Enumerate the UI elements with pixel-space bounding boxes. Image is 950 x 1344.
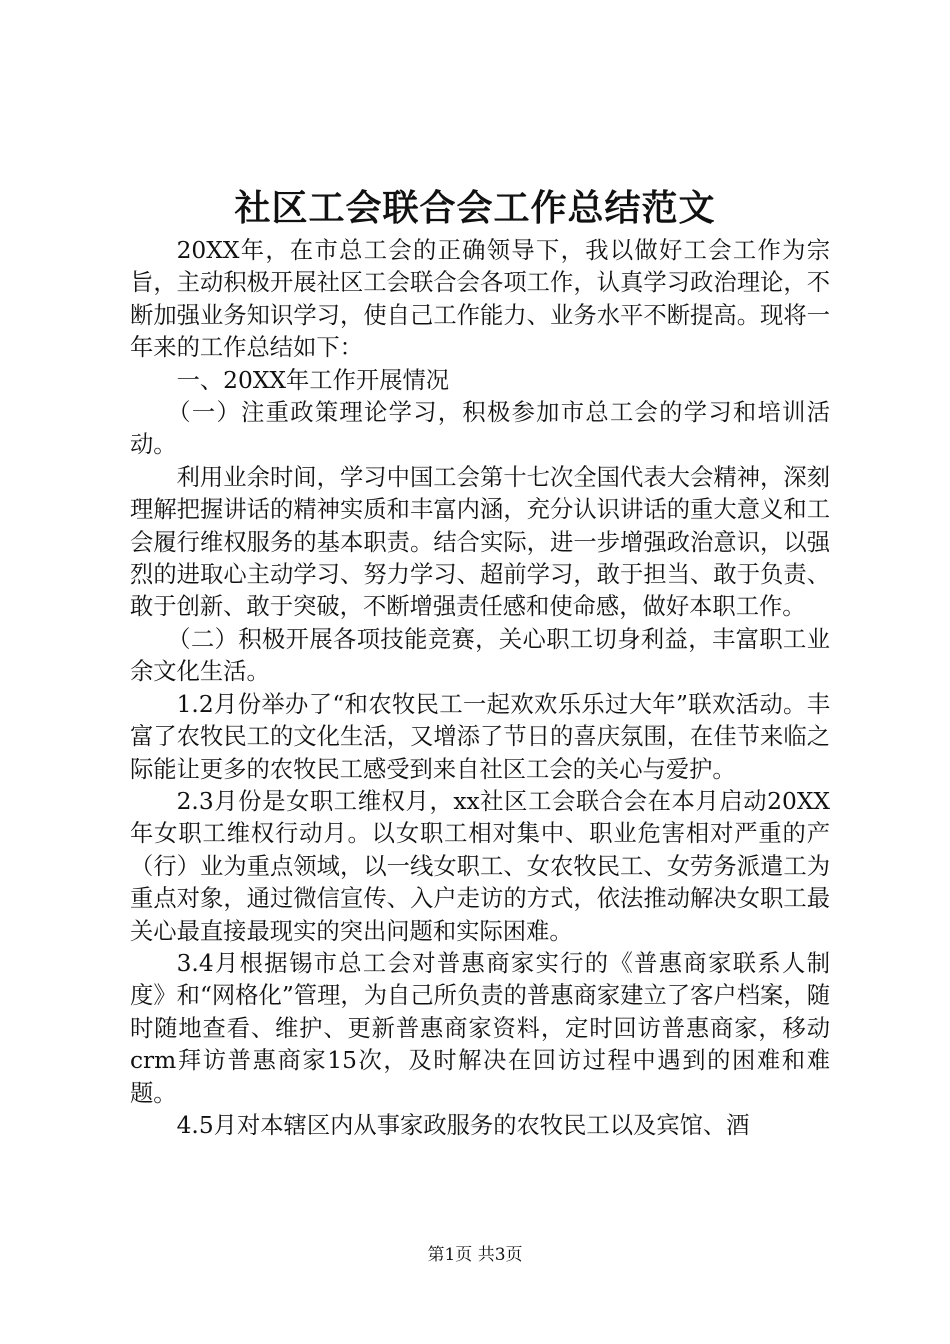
paragraph-item-4: 4.5月对本辖区内从事家政服务的农牧民工以及宾馆、酒 — [176, 1111, 750, 1139]
paragraph-item-1: 1.2月份举办了“和农牧民工一起欢欢乐乐过大年”联欢活动。丰富了农牧民工的文化生活，又增添了节日的喜庆氛围，在佳节来临之际能让更多的农牧民工感受到来自社区工会的关心与爱护。 — [130, 690, 830, 783]
page-footer: 第1页 共3页 — [427, 1245, 523, 1265]
section-heading-1: 一、20XX年工作开展情况 — [176, 366, 450, 394]
subsection-heading-2: （二）积极开展各项技能竞赛，关心职工切身利益，丰富职工业余文化生活。 — [130, 625, 830, 686]
paragraph-study: 利用业余时间，学习中国工会第十七次全国代表大会精神，深刻理解把握讲话的精神实质和丰富内涵，充分认识讲话的重大意义和工会履行维权服务的基本职责。结合实际，进一步增强政治意识，以强烈的进取心主动学习、努力学习、超前学习，敢于担当、敢于负责、敢于创新、敢于突破，不断增强责任感和使命感，做好本职工作。 — [130, 463, 830, 621]
subsection-heading-1: （一）注重政策理论学习，积极参加市总工会的学习和培训活动。 — [130, 399, 830, 459]
document-body — [130, 235, 830, 1142]
document-title: 社区工会联合会工作总结范文 — [234, 187, 716, 229]
paragraph-intro: 20XX年，在市总工会的正确领导下，我以做好工会工作为宗旨，主动积极开展社区工会联合会各项工作，认真学习政治理论，不断加强业务知识学习，使自己工作能力、业务水平不断提高。现将一年来的工作总结如下： — [130, 237, 830, 362]
paragraph-item-2: 2.3月份是女职工维权月，xx社区工会联合会在本月启动20XX年女职工维权行动月。以女职工相对集中、职业危害相对严重的产（行）业为重点领域，以一线女职工、女农牧民工、女劳务派遣工为重点对象，通过微信宣传、入户走访的方式，依法推动解决女职工最关心最直接最现实的突出问题和实际困难。 — [130, 787, 830, 945]
paragraph-item-3: 3.4月根据锡市总工会对普惠商家实行的《普惠商家联系人制度》和“网格化”管理，为自己所负责的普惠商家建立了客户档案，随时随地查看、维护、更新普惠商家资料，定时回访普惠商家，移动crm拜访普惠商家15次，及时解决在回访过程中遇到的困难和难题。 — [130, 949, 830, 1107]
